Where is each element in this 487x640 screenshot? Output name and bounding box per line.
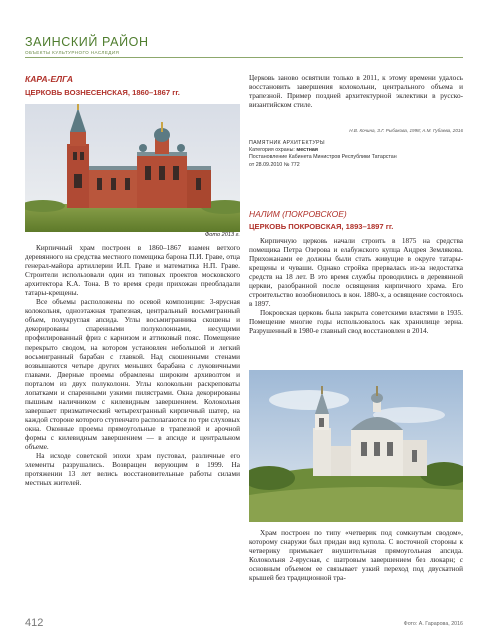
- article2-paragraph: Покровская церковь была закрыта советскими властями в 1935. Помещение многие годы использовалось как хранилище зерна. Разрушенный в 1980-е главный свод восстановлен в 2014.: [249, 309, 463, 336]
- photo-credit: Фото: А. Гарарова, 2016: [403, 621, 463, 627]
- article1-church-title: ЦЕРКОВЬ ВОЗНЕСЕНСКАЯ, 1860–1867 гг.: [25, 88, 180, 97]
- category-label: Категория охраны:: [249, 147, 295, 154]
- monument-category: [249, 147, 463, 154]
- article2-paragraph: Кирпичную церковь начали строить в 1875 на средства помещика Петра Озерова и елабужского купца Андрея Землякова. Прихожанами ее должны были стать живущие в округе татары-крещены и чуваши. Однако стройка прервалась из-за недостатка средств на 18 лет. В это время службы проводились в деревянной церкви, разобранной после освящения кирпичного храма. Его строительство возобновилось в кон. 1880-х, а освящение состоялось в 1897.: [249, 237, 463, 309]
- article1-paragraph: Все объемы расположены по осевой композиции: 3-ярусная колокольня, одноэтажная трапезная, центральный восьмигранный объем, полукруглая апсида. Углы восьмигранника скошены и декорированы спаренными полуколоннами, несущими профилированный фриз с карнизом и аттиковый пояс. Помещение перекрыто сводом, на котором установлен небольшой и легкий восьмигранный барабан с главкой. Над скошенными стенами возвышаются четыре других меньших барабана с луковичными главами. Дверные проемы обрамлены широким архиволтом и порталом из двух полуколонн. Углы колокольни раскреповаты лопатками и спаренными узкими пилястрами. Окна декорированы пышным наличником с килевидным завершением. Колокольня завершает призматический четырехгранный кирпичный шатер, на каждой стороне которого ступенчато располагаются по три слуховых окна. Оконные проемы прямоугольные в трапезной и арочной формы с килевидным завершением — в апсиде и центральном объеме.: [25, 298, 240, 452]
- header-rule: [25, 57, 463, 58]
- page-number: 412: [25, 617, 44, 629]
- article1-paragraph: Кирпичный храм построен в 1860–1867 взамен ветхого деревянного на средства местного помещика барона П.И. Гравe, отца генерал-майора артиллерии И.П. Гравe и математика Н.П. Граве. Строители использовали один из типовых проектов московского архитектора К.А. Тона. В то время среди прихожан преобладали татары-крещены.: [25, 244, 240, 298]
- church-photo-kara-elga: [25, 104, 240, 232]
- article2-place: НАЛИМ (ПОКРОВСКОЕ): [249, 209, 347, 219]
- article1-cont-paragraph: Церковь заново освятили только в 2011, к этому времени удалось восстановить завершения колокольни, центрального объема и трапезной. Пример поздней архитектурной эклектики в русско-византийском стиле.: [249, 74, 463, 110]
- church-photo-nalim: [249, 370, 463, 522]
- monument-date: от 28.09.2010 № 772: [249, 161, 300, 168]
- article2-church-title: ЦЕРКОВЬ ПОКРОВСКАЯ, 1893–1897 гг.: [249, 222, 394, 231]
- monument-title: ПАМЯТНИК АРХИТЕКТУРЫ: [249, 140, 325, 146]
- region-subtitle: ОБЪЕКТЫ КУЛЬТУРНОГО НАСЛЕДИЯ: [25, 50, 120, 55]
- photo-caption: Фото 2013 г.: [204, 232, 240, 238]
- article1-place: КАРА-ЕЛГА: [25, 74, 74, 84]
- region-title: ЗАИНСКИЙ РАЙОН: [25, 35, 149, 49]
- monument-decree: Постановление Кабинета Министров Республики Татарстан: [249, 154, 397, 161]
- article1-paragraph: На исходе советской эпохи храм пустовал, различные его элементы разрушались. Возвращен верующим в 1999. На протяжении 13 лет велись восстановительные работы силами местных жителей.: [25, 452, 240, 488]
- category-value: местная: [296, 147, 318, 154]
- article1-body: [25, 244, 240, 488]
- monument-info: [249, 140, 463, 169]
- article2-body: [249, 237, 463, 337]
- article1-continuation: [249, 74, 463, 110]
- article2-paragraph-bottom: Храм построен по типу «четверик под сомкнутым сводом», которому снаружи был придан вид купола. С восточной стороны к четверику примыкает внушительная прямоугольная апсида. Колокольня 2-ярусная, с шатровым завершением без люкарн; с основным объемом ее связывает узкий переход под двускатной крышей без традиционной тра-: [249, 529, 463, 583]
- author-signature: Н.В. Кочина, З.Г. Рыбакова, 1998; А.М. Губаева, 2016: [349, 128, 463, 133]
- article2-continuation: [249, 529, 463, 583]
